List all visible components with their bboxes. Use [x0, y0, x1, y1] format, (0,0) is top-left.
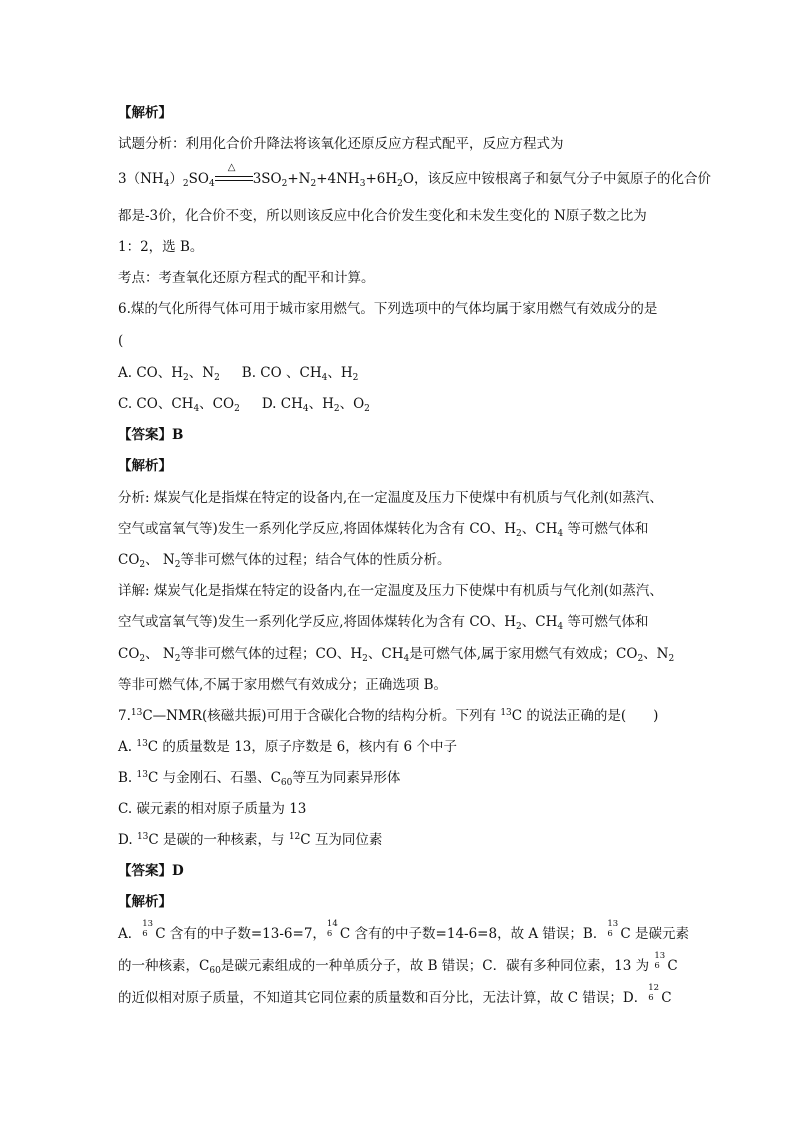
q6-option-c: C. CO、$CH_4$、$CO_2$	[118, 396, 240, 414]
q6-xiangjie-line-4: 等非可燃气体,不属于家用燃气有效成分；正确选项 B。	[118, 677, 448, 693]
isotope-notation: 13 6	[607, 919, 619, 939]
section-header-jiexi: 【解析】	[118, 105, 172, 121]
q6-jiexi-header: 【解析】	[118, 458, 172, 474]
q6-option-b: B. CO 、$CH_4$、$H_2$	[241, 365, 359, 383]
q7-explain-line-1: A． 13 6 C 含有的中子数=13-6=7， 14 6 C 含有的中子数=14-6=8，故 A 错误；B． 13 6 C 是碳元素	[118, 919, 689, 942]
q7-stem: 7.13C—NMR(核磁共振)可用于含碳化合物的结构分析。下列有 $^{13}$C 的说法正确的是( )	[118, 708, 659, 724]
q7-explain-line-3: 的近似相对原子质量，不知道其它同位素的质量数和百分比，无法计算，故 C 错误；D． 12 6 C	[118, 983, 672, 1006]
analysis-line-1: 试题分析：利用化合价升降法将该氧化还原反应方程式配平，反应方程式为	[118, 136, 564, 152]
isotope-notation: 14 6	[326, 919, 338, 939]
isotope-notation: 13 6	[142, 919, 154, 939]
q6-stem-paren: (	[118, 333, 124, 349]
q7-option-c: C. 碳元素的相对原子质量为 13	[118, 801, 307, 817]
heat-triangle-icon: △	[227, 162, 236, 173]
q7-jiexi-header: 【解析】	[118, 894, 172, 910]
q6-options-cd	[118, 394, 698, 414]
q7-option-d: D. $^{13}$C 是碳的一种核素，与 $^{12}$C 互为同位素	[118, 832, 383, 848]
isotope-notation: 12 6	[648, 983, 660, 1003]
isotope-notation: 13 6	[654, 951, 666, 971]
q6-xiangjie-line-1: 详解: 煤炭气化是指煤在特定的设备内,在一定温度及压力下使煤中有机质与气化剂(如蒸汽、	[118, 583, 663, 599]
q7-option-a: A. $^{13}$C 的质量数是 13，原子序数是 6，核内有 6 个中子	[118, 739, 457, 755]
analysis-line-3: 都是-3价，化合价不变，所以则该反应中化合价发生变化和未发生变化的 N原子数之比为	[118, 208, 647, 224]
heat-equals-sign	[215, 162, 253, 185]
q6-answer: 【答案】B	[118, 427, 184, 443]
q6-xiangjie-line-2: 空气或富氧气等)发生一系列化学反应,将固体煤转化为含有 CO、$H_2$、$CH_4$ 等可燃气体和	[118, 614, 649, 632]
kaodian-line: 考点：考查氧化还原方程式的配平和计算。	[118, 270, 375, 286]
q6-xiangjie-line-3: $CO_2$、 $N_2$等非可燃气体的过程；CO、$H_2$、$CH_4$是可燃气体,属于家用燃气有效成；$CO_2$、$N_2$	[118, 646, 675, 664]
q7-answer: 【答案】D	[118, 863, 184, 879]
q7-option-b: B. $^{13}$C 与金刚石、石墨、$C_{60}$等互为同素异形体	[118, 770, 401, 788]
q6-options-ab	[118, 363, 698, 383]
q6-fenxi-line-1: 分析: 煤炭气化是指煤在特定的设备内,在一定温度及压力下使煤中有机质与气化剂(如蒸汽、	[118, 490, 663, 506]
q7-explain-line-2: 的一种核素，$C_{60}$是碳元素组成的一种单质分子，故 B 错误；C．碳有多种同位素，13 为 13 6 C	[118, 951, 678, 976]
q6-stem: 6.煤的气化所得气体可用于城市家用燃气。下列选项中的气体均属于家用燃气有效成分的是	[118, 301, 658, 317]
q6-fenxi-line-2: 空气或富氧气等)发生一系列化学反应,将固体煤转化为含有 CO、$H_2$、$CH_4$ 等可燃气体和	[118, 521, 649, 539]
q6-option-d: D. $CH_4$、$H_2$、$O_2$	[261, 396, 370, 414]
q6-option-a: A. CO、$H_2$、$N_2$	[118, 365, 220, 383]
equation-line: $3(NH_4)_2SO_4$ △ $3SO_2+N_2+4NH_3+6H_2O$，该反应中铵根离子和氨气分子中氮原子的化合价	[118, 162, 711, 189]
analysis-line-4: 1：2，选 B。	[118, 239, 204, 255]
q6-fenxi-line-3: $CO_2$、 $N_2$等非可燃气体的过程；结合气体的性质分析。	[118, 552, 451, 570]
